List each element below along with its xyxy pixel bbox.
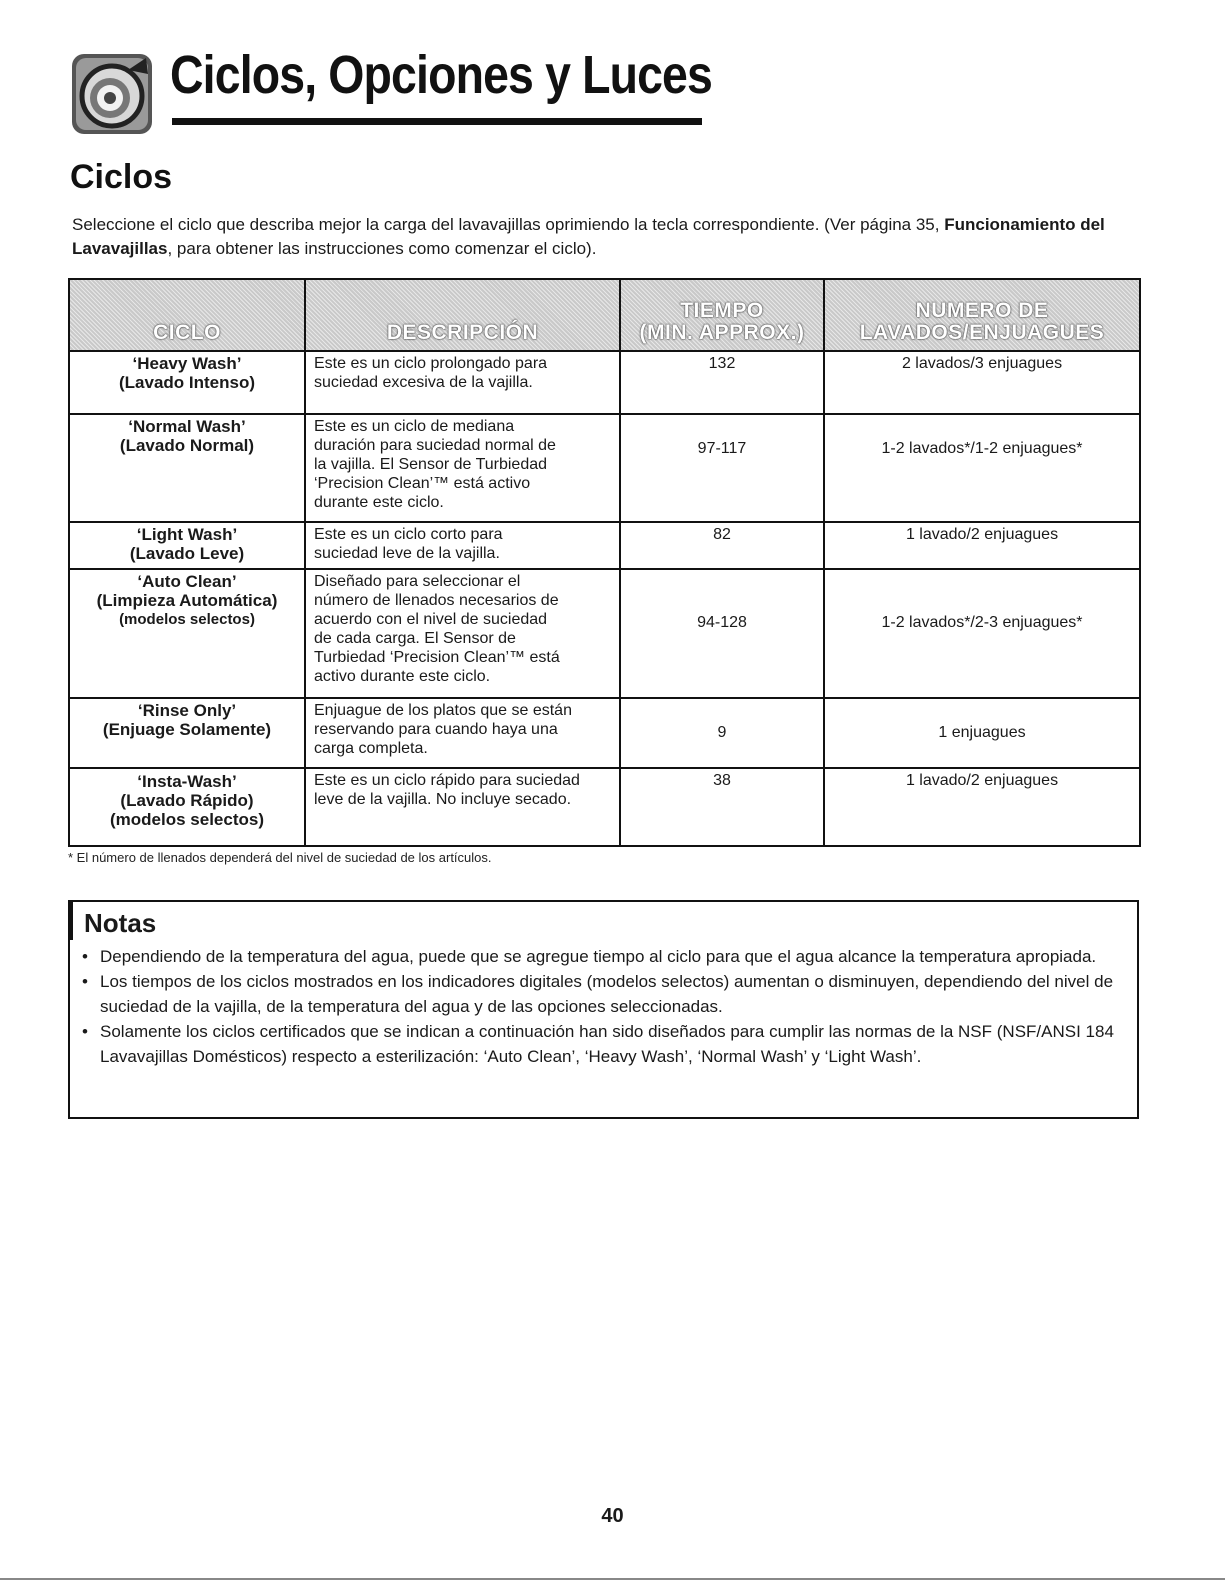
description-line: duración para suciedad normal de	[314, 437, 556, 454]
description-line: ‘Precision Clean’™ está activo	[314, 475, 531, 492]
bullet-icon: •	[82, 947, 88, 966]
cycle-time: 38	[620, 768, 824, 846]
table-row	[69, 569, 1140, 698]
dishwasher-icon	[70, 52, 154, 136]
description-line: acuerdo con el nivel de suciedad	[314, 611, 548, 628]
section-title: Ciclos	[70, 158, 173, 196]
cycle-count: 1-2 lavados*/1-2 enjuagues*	[824, 414, 1140, 522]
description-line: de cada carga. El Sensor de	[314, 630, 516, 647]
note-item	[80, 1019, 1120, 1069]
description-line: Este es un ciclo de mediana	[314, 418, 515, 435]
table-row	[69, 522, 1140, 569]
intro-text-before: Seleccione el ciclo que describa mejor la carga del lavavajillas oprimiendo la tecla correspondiente. (Ver página 35,	[72, 215, 945, 234]
header-time-line2: (MIN. APPROX.)	[639, 321, 805, 344]
cycle-name	[69, 522, 305, 569]
description-line: Este es un ciclo prolongado para	[314, 355, 548, 372]
cycle-name-line: (Lavado Rápido)	[120, 791, 254, 810]
cycle-name-line: (Enjuage Solamente)	[102, 720, 272, 739]
description-line: la vajilla. El Sensor de Turbiedad	[314, 456, 548, 473]
cycle-count: 1 enjuagues	[824, 698, 1140, 768]
cycle-time: 94-128	[620, 569, 824, 698]
description-line: Diseñado para seleccionar el	[314, 573, 521, 590]
notes-list	[80, 944, 1120, 1069]
cycle-count: 1-2 lavados*/2-3 enjuagues*	[824, 569, 1140, 698]
cycle-name-line: (modelos selectos)	[110, 810, 264, 829]
intro-paragraph	[72, 213, 1152, 261]
header-count	[824, 279, 1140, 351]
note-text: Solamente los ciclos certificados que se indican a continuación han sido diseñados para cumplir las normas de la NSF (NSF/ANSI 184 Lavavajillas Domésticos) respecto a esterilización: ‘Auto Clean’, ‘Heavy Wash’, ‘Normal Wash’ y ‘Light Wash’.	[100, 1022, 1114, 1066]
cycle-description	[305, 351, 620, 414]
cycle-name-line: ‘Light Wash’	[136, 525, 238, 544]
note-text: Dependiendo de la temperatura del agua, puede que se agregue tiempo al ciclo para que el agua alcance la temperatura apropiada.	[100, 947, 1097, 966]
cycle-name-line: ‘Rinse Only’	[137, 701, 237, 720]
description-line: suciedad excesiva de la vajilla.	[314, 374, 533, 391]
cycle-count: 1 lavado/2 enjuagues	[824, 522, 1140, 569]
cycle-name-line: ‘Insta-Wash’	[137, 772, 237, 791]
cycle-name	[69, 698, 305, 768]
page-header	[70, 42, 713, 134]
cycle-time: 82	[620, 522, 824, 569]
notes-box	[68, 900, 1139, 1119]
note-text: Los tiempos de los ciclos mostrados en los indicadores digitales (modelos selectos) aumentan o disminuyen, dependiendo del nivel de suciedad de la vajilla, de la temperatura del agua y de las opciones seleccionadas.	[100, 972, 1114, 1016]
cycle-name-line: (Lavado Intenso)	[118, 373, 255, 392]
bullet-icon: •	[82, 1022, 88, 1041]
cycle-time: 132	[620, 351, 824, 414]
cycle-name-line: (Limpieza Automática)	[96, 591, 278, 610]
cycles-table	[68, 278, 1141, 847]
header-description: DESCRIPCIÓN	[305, 279, 620, 351]
note-item	[80, 969, 1120, 1019]
bullet-icon: •	[82, 972, 88, 991]
cycle-time: 97-117	[620, 414, 824, 522]
cycle-count: 2 lavados/3 enjuagues	[824, 351, 1140, 414]
cycle-name-line: (Lavado Normal)	[119, 436, 255, 455]
cycle-name	[69, 414, 305, 522]
table-row	[69, 351, 1140, 414]
cycle-name	[69, 768, 305, 846]
description-line: Este es un ciclo rápido para suciedad	[314, 772, 580, 789]
cycle-description	[305, 569, 620, 698]
header-cycle: CICLO	[69, 279, 305, 351]
description-line: número de llenados necesarios de	[314, 592, 559, 609]
cycle-description	[305, 522, 620, 569]
cycle-name-line: (Lavado Leve)	[129, 544, 245, 563]
table-row	[69, 768, 1140, 846]
intro-text-after: , para obtener las instrucciones como comenzar el ciclo).	[167, 239, 597, 258]
bottom-rule	[0, 1578, 1225, 1580]
cycle-name-line: ‘Heavy Wash’	[132, 354, 242, 373]
intro-bold-reference: Funcionamiento del Lavavajillas	[72, 215, 1105, 258]
cycle-time: 9	[620, 698, 824, 768]
cycle-name-line: ‘Normal Wash’	[128, 417, 246, 436]
cycle-name	[69, 351, 305, 414]
description-line: Este es un ciclo corto para	[314, 526, 503, 543]
header-time	[620, 279, 824, 351]
cycle-description	[305, 768, 620, 846]
description-line: activo durante este ciclo.	[314, 668, 491, 685]
cycle-name-line: (modelos selectos)	[119, 611, 255, 628]
header-count-line1: NUMERO DE	[915, 299, 1049, 322]
description-line: durante este ciclo.	[314, 494, 444, 511]
page-number: 40	[601, 1505, 624, 1527]
footnote: * El número de llenados dependerá del nivel de suciedad de los artículos.	[68, 850, 492, 865]
description-line: carga completa.	[314, 740, 428, 757]
header-count-line2: LAVADOS/ENJUAGUES	[859, 321, 1105, 344]
page-title: Ciclos, Opciones y Luces	[170, 45, 713, 105]
notes-title: Notas	[84, 908, 157, 938]
description-line: Enjuague de los platos que se están	[314, 702, 572, 719]
description-line: suciedad leve de la vajilla.	[314, 545, 500, 562]
title-underline	[172, 118, 702, 125]
table-row	[69, 414, 1140, 522]
note-item	[80, 944, 1120, 969]
table-header-row	[69, 279, 1140, 351]
table-row	[69, 698, 1140, 768]
description-line: Turbiedad ‘Precision Clean’™ está	[314, 649, 560, 666]
description-line: reservando para cuando haya una	[314, 721, 558, 738]
cycle-description	[305, 414, 620, 522]
cycle-count: 1 lavado/2 enjuagues	[824, 768, 1140, 846]
description-line: leve de la vajilla. No incluye secado.	[314, 791, 572, 808]
cycle-name	[69, 569, 305, 698]
cycle-name-line: ‘Auto Clean’	[137, 572, 237, 591]
header-time-line1: TIEMPO	[680, 299, 764, 322]
cycle-description	[305, 698, 620, 768]
